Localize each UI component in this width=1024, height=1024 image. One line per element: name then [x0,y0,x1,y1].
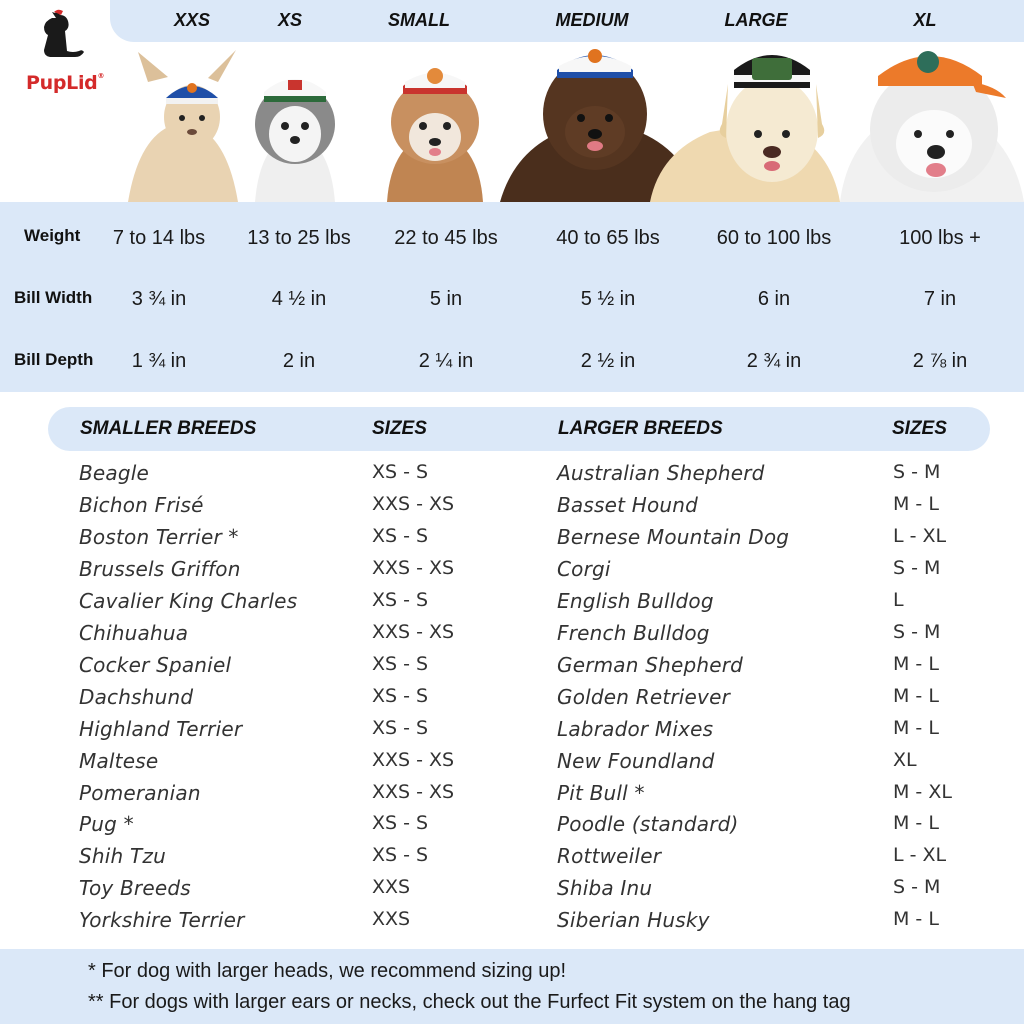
smaller-breed-name: Toy Breeds [79,876,191,900]
doodle-icon [375,42,495,202]
smaller-breed-size: XS - S [372,685,429,707]
larger-breed-size: L - XL [893,844,947,866]
smaller-breeds-heading: SMALLER BREEDS [80,418,257,439]
weight-xs: 13 to 25 lbs [247,227,351,249]
smaller-breed-size: XXS - XS [372,749,455,771]
bill-depth-xxs: 1 ¾ in [131,350,187,372]
larger-breed-size: M - L [893,685,939,707]
smaller-breed-size: XS - S [372,844,429,866]
size-label-xxs: XXS [173,10,211,30]
larger-breed-size: M - L [893,493,939,515]
bill-depth-small: 2 ¼ in [418,350,474,372]
larger-breeds-heading: LARGER BREEDS [558,418,723,439]
weight-label: Weight [24,226,81,245]
larger-breed-size: M - L [893,812,939,834]
chihuahua-icon [108,42,248,202]
bill-width-xl: 7 in [923,288,957,310]
footnote-1: * For dog with larger heads, we recommend sizing up! [88,960,567,982]
larger-breed-size: S - M [893,621,941,643]
larger-breed-name: Corgi [557,557,611,581]
larger-breed-size: M - L [893,717,939,739]
larger-breed-size: S - M [893,876,941,898]
larger-breed-name: Bernese Mountain Dog [557,525,790,549]
smaller-breed-size: XXS [372,908,411,930]
smaller-breed-size: XS - S [372,717,429,739]
bill-depth-xs: 2 in [282,350,316,372]
size-label-small: SMALL [388,10,450,30]
smaller-breed-name: Brussels Griffon [79,557,241,581]
larger-breed-name: Shiba Inu [557,876,653,900]
larger-breed-name: Poodle (standard) [557,812,739,836]
larger-breed-name: New Foundland [557,749,715,773]
larger-breed-name: Basset Hound [557,493,699,517]
bill-width-large: 6 in [757,288,791,310]
smaller-breed-size: XS - S [372,589,429,611]
shih-tzu-icon [240,42,350,202]
smaller-breed-name: Yorkshire Terrier [79,908,245,932]
larger-sizes-heading: SIZES [892,418,947,439]
smaller-breed-size: XXS [372,876,411,898]
smaller-breed-name: Highland Terrier [79,717,243,741]
bill-width-xxs: 3 ¾ in [131,288,187,310]
larger-breed-name: Siberian Husky [557,908,710,932]
weight-medium: 40 to 65 lbs [556,227,660,249]
dog-photo-strip [0,42,1024,202]
brand-name: PupLid® [26,72,105,94]
bill-width-medium: 5 ½ in [580,288,636,310]
larger-breed-name: Pit Bull * [557,781,645,805]
larger-breed-size: L [893,589,904,611]
larger-breed-size: M - XL [893,781,952,803]
smaller-sizes-heading: SIZES [372,418,427,439]
smaller-breed-name: Maltese [79,749,159,773]
larger-breed-size: XL [893,749,917,771]
bill-width-small: 5 in [429,288,463,310]
larger-breed-name: Australian Shepherd [557,461,765,485]
larger-breed-size: M - L [893,908,939,930]
smaller-breed-name: Pomeranian [79,781,201,805]
smaller-breed-name: Shih Tzu [79,844,166,868]
smaller-breed-size: XS - S [372,653,429,675]
larger-breed-name: Labrador Mixes [557,717,714,741]
weight-large: 60 to 100 lbs [716,227,832,249]
bill-width-xs: 4 ½ in [271,288,327,310]
bill-depth-medium: 2 ½ in [580,350,636,372]
larger-breed-size: S - M [893,557,941,579]
smaller-breed-size: XXS - XS [372,781,455,803]
smaller-breed-name: Cavalier King Charles [79,589,298,613]
smaller-breed-name: Bichon Frisé [79,493,204,517]
larger-breed-name: German Shepherd [557,653,744,677]
larger-breed-name: Rottweiler [557,844,662,868]
size-label-large: LARGE [724,10,788,30]
bill-width-label: Bill Width [14,288,93,307]
smaller-breed-size: XXS - XS [372,621,455,643]
larger-breed-name: English Bulldog [557,589,714,613]
smaller-breed-name: Cocker Spaniel [79,653,232,677]
smaller-breed-size: XXS - XS [372,557,455,579]
bill-depth-xl: 2 ⅞ in [912,350,968,372]
smaller-breed-size: XXS - XS [372,493,455,515]
weight-small: 22 to 45 lbs [394,227,498,249]
smaller-breed-size: XS - S [372,812,429,834]
larger-breed-size: L - XL [893,525,947,547]
larger-breed-size: M - L [893,653,939,675]
bill-depth-large: 2 ¾ in [746,350,802,372]
smaller-breed-name: Beagle [79,461,150,485]
labrador-icon [650,42,845,202]
footnote-panel [0,949,1024,1024]
footnote-2: ** For dogs with larger ears or necks, check out the Furfect Fit system on the hang tag [88,991,851,1013]
size-label-medium: MEDIUM [555,10,629,30]
smaller-breed-name: Dachshund [79,685,194,709]
measurement-panel [0,202,1024,392]
pyrenees-icon [840,42,1024,202]
smaller-breed-size: XS - S [372,461,429,483]
smaller-breed-size: XS - S [372,525,429,547]
size-label-xl: XL [913,10,937,30]
weight-xxs: 7 to 14 lbs [112,227,206,249]
larger-breed-size: S - M [893,461,941,483]
bill-depth-label: Bill Depth [14,350,94,369]
smaller-breed-name: Chihuahua [79,621,189,645]
weight-xl: 100 lbs + [899,227,981,249]
larger-breed-name: French Bulldog [557,621,710,645]
larger-breed-name: Golden Retriever [557,685,731,709]
smaller-breed-name: Boston Terrier * [79,525,239,549]
size-label-xs: XS [277,10,303,30]
smaller-breed-name: Pug * [79,812,134,836]
